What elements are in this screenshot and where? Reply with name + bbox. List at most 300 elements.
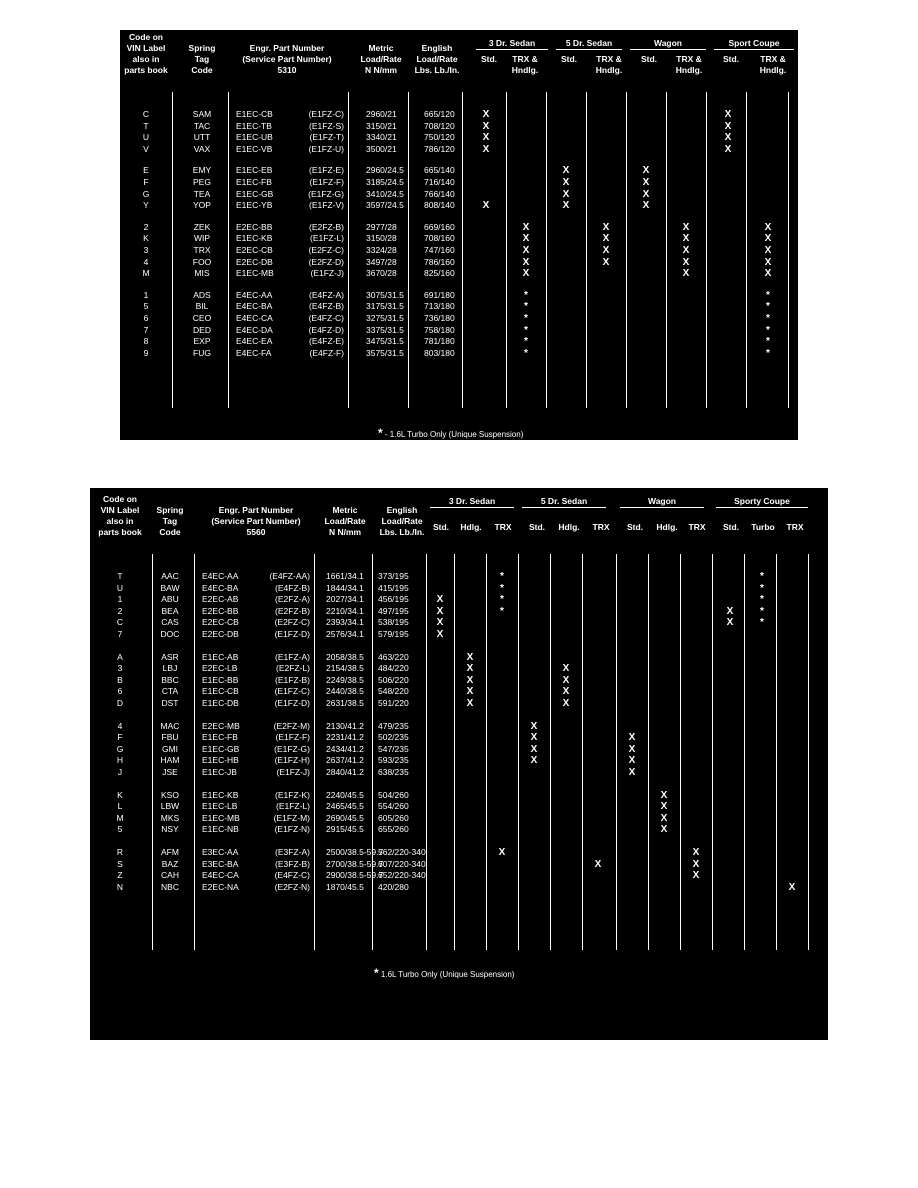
fit-mark: X [692, 870, 700, 882]
vin-code: 7 [143, 324, 149, 335]
spring-tag: MIS [194, 268, 210, 279]
english-load-rate: 554/260 [378, 801, 409, 812]
english-load-rate: 652/220-340 [378, 870, 426, 881]
engr-part-number: E1EC-KB [236, 233, 273, 244]
service-part-number: (E1FZ-V) [309, 200, 344, 211]
service-part-number: (E2FZ-L) [276, 663, 310, 674]
metric-load-rate: 3150/21 [366, 120, 397, 131]
metric-load-rate: 2434/41.2 [326, 743, 364, 754]
engr-part-number: E1EC-LB [202, 801, 238, 812]
subheader-cell: TRX [592, 522, 610, 532]
engr-part-number: E1EC-FB [202, 732, 238, 743]
metric-load-rate: 2393/34.1 [326, 617, 364, 628]
subheader-cell: Std. [722, 522, 740, 532]
metric-load-rate: 2960/24.5 [366, 165, 404, 176]
spring-tag: FBU [161, 732, 179, 743]
english-load-rate: 781/180 [424, 336, 455, 347]
vin-code: 5 [143, 301, 149, 312]
engr-part-number: E2EC-DB [202, 629, 239, 639]
english-load-rate: 665/140 [424, 165, 455, 176]
service-part-number: (E1FZ-D) [274, 698, 310, 708]
metric-load-rate: 2700/38.5-59.7 [326, 858, 384, 869]
service-part-number: (E2FZ-A) [275, 594, 310, 605]
spring-tag: NBC [161, 881, 179, 892]
turbo-mark: * [766, 347, 770, 359]
service-part-number: (E1FZ-H) [274, 755, 310, 766]
spring-tag: WIP [193, 233, 211, 244]
fit-mark: X [530, 743, 538, 755]
spring-tag: FOO [192, 256, 212, 267]
service-part-number: (E1FZ-K) [275, 789, 310, 800]
turbo-mark: * [500, 605, 504, 617]
turbo-mark: * [766, 289, 770, 301]
metric-load-rate: 2249/38.5 [326, 674, 364, 685]
engr-part-number: E4EC-DA [236, 324, 273, 335]
subheader-cell: Turbo [751, 522, 775, 532]
spring-tag: MAC [160, 720, 180, 731]
fit-mark: X [436, 629, 444, 640]
turbo-mark: * [500, 582, 504, 594]
service-part-number: (E1FZ-F) [309, 177, 344, 187]
spring-tag: JSE [162, 767, 178, 777]
group-header: Wagon [647, 496, 676, 506]
subheader-cell: TRX [688, 522, 706, 532]
engr-part-number: E2EC-NA [202, 881, 239, 892]
fit-mark: X [466, 698, 474, 709]
fit-mark: X [602, 221, 610, 233]
metric-load-rate: 1870/45.5 [326, 881, 364, 892]
engr-part-number: E1EC-MB [236, 268, 274, 279]
english-load-rate: 638/235 [378, 767, 409, 777]
metric-load-rate: 2231/41.2 [326, 732, 364, 743]
english-load-rate: 562/220-340 [378, 847, 426, 857]
turbo-mark: * [524, 301, 528, 313]
header-code-on-vin: Code on VIN Label also in parts book [98, 494, 142, 537]
english-load-rate: 716/140 [424, 177, 455, 187]
fit-mark: X [466, 674, 474, 686]
subheader-cell: TRX & Hndlg. [675, 54, 703, 75]
vin-code: L [117, 801, 123, 812]
footnote: * - 1.6L Turbo Only (Unique Suspension) [378, 426, 524, 440]
metric-load-rate: 3597/24.5 [366, 200, 404, 211]
service-part-number: (E1FZ-N) [274, 824, 310, 835]
fit-mark: X [682, 233, 690, 245]
turbo-mark: * [766, 324, 770, 336]
service-part-number: (E4FZ-B) [275, 582, 310, 593]
fit-mark: X [522, 256, 530, 268]
fit-mark: X [522, 268, 530, 280]
engr-part-number: E4EC-BA [202, 582, 239, 593]
engr-part-number: E1EC-JB [202, 767, 237, 777]
fit-mark: X [562, 686, 570, 698]
spring-tag: BAZ [161, 858, 179, 869]
fit-mark: X [682, 256, 690, 268]
spring-tag: CTA [161, 686, 179, 697]
subheader-cell: Hdlg. [558, 522, 580, 532]
header-engr-part-number: Engr. Part Number (Service Part Number) 5560 [211, 505, 301, 537]
subheader-cell: TRX & Hndlg. [511, 54, 539, 75]
service-part-number: (E2FZ-B) [275, 605, 310, 616]
metric-load-rate: 3175/31.5 [366, 301, 404, 312]
english-load-rate: 803/180 [424, 347, 455, 358]
vin-code: S [117, 858, 123, 869]
subheader-cell: Std. [722, 54, 740, 64]
group-header: Sport Coupe [728, 38, 780, 48]
header-english-load-rate: English Load/Rate Lbs. Lb./In. [414, 43, 460, 75]
vin-code: 3 [143, 245, 149, 255]
metric-load-rate: 1661/34.1 [326, 571, 364, 581]
fit-mark: X [562, 188, 570, 200]
header-engr-part-number: Engr. Part Number (Service Part Number) 5310 [242, 43, 332, 75]
metric-load-rate: 2440/38.5 [326, 686, 364, 697]
fit-mark: X [682, 245, 690, 256]
fit-mark: X [642, 188, 650, 200]
header-english-load-rate: English Load/Rate Lbs. Lb./In. [379, 505, 425, 537]
spring-tag: CAS [161, 617, 179, 628]
subheader-cell: Std. [560, 54, 578, 64]
vin-code: Z [117, 870, 123, 881]
service-part-number: (E4FZ-D) [308, 324, 344, 335]
english-load-rate: 593/235 [378, 755, 409, 766]
turbo-mark: * [760, 594, 764, 606]
fit-mark: X [530, 732, 538, 744]
vin-code: A [117, 651, 123, 662]
fit-mark: X [788, 881, 796, 893]
engr-part-number: E1EC-AB [202, 651, 239, 662]
table-row [90, 766, 828, 779]
fit-mark: X [602, 256, 610, 268]
fit-mark: X [466, 663, 474, 675]
turbo-mark: * [524, 347, 528, 359]
table-row [120, 199, 798, 212]
vin-code: 5 [117, 824, 123, 835]
vin-code: M [116, 812, 124, 823]
spring-table-5560 [90, 488, 828, 1040]
metric-load-rate: 3410/24.5 [366, 188, 404, 199]
english-load-rate: 579/195 [378, 629, 409, 639]
spring-tag: TEA [193, 188, 211, 199]
vin-code: R [116, 847, 124, 857]
fit-mark: X [466, 686, 474, 698]
footnote-text: - 1.6L Turbo Only (Unique Suspension) [384, 430, 524, 439]
group-underline [716, 507, 808, 508]
spring-tag: ABU [161, 594, 179, 605]
engr-part-number: E2EC-CB [202, 617, 239, 628]
fit-mark: X [602, 233, 610, 245]
spring-tag: AFM [161, 847, 179, 857]
subheader-cell: Std. [528, 522, 546, 532]
metric-load-rate: 3324/28 [366, 245, 397, 255]
fit-mark: X [562, 177, 570, 188]
service-part-number: (E1FZ-F) [275, 732, 310, 743]
fit-mark: X [594, 858, 602, 870]
subheader-cell: TRX [494, 522, 512, 532]
spring-tag: DED [193, 324, 211, 335]
group-underline [620, 507, 704, 508]
service-part-number: (E2FZ-M) [273, 720, 310, 731]
english-load-rate: 655/260 [378, 824, 409, 835]
engr-part-number: E1EC-UB [236, 132, 273, 143]
spring-tag: PEG [193, 177, 211, 187]
metric-load-rate: 2900/38.5-59.7 [326, 870, 384, 881]
spring-tag: EXP [193, 336, 211, 347]
metric-load-rate: 3670/28 [366, 268, 397, 279]
fit-mark: X [724, 132, 732, 144]
engr-part-number: E1EC-CB [202, 686, 239, 697]
english-load-rate: 420/280 [378, 881, 409, 892]
service-part-number: (E4FZ-A) [309, 289, 344, 300]
fit-mark: X [628, 732, 636, 744]
spring-tag: TRX [193, 245, 211, 255]
english-load-rate: 669/160 [424, 221, 455, 232]
engr-part-number: E1EC-YB [236, 200, 273, 211]
turbo-mark: * [766, 336, 770, 348]
metric-load-rate: 2637/41.2 [326, 755, 364, 766]
table-row [90, 628, 828, 641]
spring-tag: BEA [161, 605, 179, 616]
metric-load-rate: 3575/31.5 [366, 347, 404, 358]
subheader-cell: Hdlg. [460, 522, 482, 532]
engr-part-number: E1EC-DB [202, 698, 239, 708]
engr-part-number: E3EC-AA [202, 847, 239, 857]
service-part-number: (E4FZ-AA) [269, 571, 310, 581]
metric-load-rate: 3275/31.5 [366, 313, 404, 323]
fit-mark: X [726, 605, 734, 617]
service-part-number: (E1FZ-C) [274, 686, 310, 697]
header-spring-tag: Spring Tag Code [188, 43, 216, 75]
turbo-mark: * [500, 571, 504, 582]
engr-part-number: E2EC-BB [202, 605, 239, 616]
engr-part-number: E2EC-AB [202, 594, 239, 605]
spring-tag: SAM [192, 109, 212, 119]
engr-part-number: E1EC-BB [202, 674, 239, 685]
spring-tag: DST [161, 698, 179, 708]
service-part-number: (E1FZ-M) [273, 812, 310, 823]
vin-code: D [116, 698, 124, 708]
fit-mark: X [628, 767, 636, 778]
fit-mark: X [522, 221, 530, 233]
group-header: 3 Dr. Sedan [448, 496, 496, 506]
service-part-number: (E1FZ-T) [309, 132, 344, 143]
english-load-rate: 825/160 [424, 268, 455, 279]
english-load-rate: 691/180 [424, 289, 455, 300]
english-load-rate: 497/195 [378, 605, 409, 616]
english-load-rate: 766/140 [424, 188, 455, 199]
fit-mark: X [522, 233, 530, 245]
english-load-rate: 591/220 [378, 698, 409, 708]
service-part-number: (E3FZ-A) [275, 847, 310, 857]
fit-mark: X [724, 143, 732, 155]
spring-table-5310 [120, 30, 798, 440]
engr-part-number: E1EC-GB [236, 188, 274, 199]
engr-part-number: E4EC-AA [202, 571, 239, 581]
fit-mark: X [682, 268, 690, 280]
vin-code: T [143, 120, 149, 131]
service-part-number: (E1FZ-A) [275, 651, 310, 662]
group-header: 3 Dr. Sedan [488, 38, 536, 48]
fit-mark: X [682, 221, 690, 233]
metric-load-rate: 3475/31.5 [366, 336, 404, 347]
engr-part-number: E1EC-EB [236, 165, 273, 176]
engr-part-number: E2EC-CB [236, 245, 273, 255]
fit-mark: X [660, 789, 668, 801]
fit-mark: X [466, 651, 474, 663]
fit-mark: X [642, 177, 650, 188]
fit-mark: X [436, 617, 444, 629]
metric-load-rate: 2690/45.5 [326, 812, 364, 823]
vin-code: 4 [117, 720, 123, 731]
engr-part-number: E1EC-MB [202, 812, 240, 823]
service-part-number: (E4FZ-E) [309, 336, 344, 347]
english-load-rate: 506/220 [378, 674, 409, 685]
vin-code: B [117, 674, 123, 685]
metric-load-rate: 2915/45.5 [326, 824, 364, 835]
spring-tag: BAW [160, 582, 180, 593]
spring-tag: FUG [193, 347, 211, 358]
subheader-cell: Std. [480, 54, 498, 64]
metric-load-rate: 2027/34.1 [326, 594, 364, 605]
vin-code: 4 [143, 256, 149, 267]
vin-code: V [143, 143, 149, 154]
subheader-cell: Std. [626, 522, 644, 532]
english-load-rate: 463/220 [378, 651, 409, 662]
vin-code: Y [143, 200, 149, 211]
vin-code: 2 [143, 221, 149, 232]
table-row [120, 267, 798, 280]
engr-part-number: E2EC-DB [236, 256, 273, 267]
turbo-mark: * [524, 289, 528, 301]
service-part-number: (E1FZ-L) [310, 233, 344, 244]
metric-load-rate: 2154/38.5 [326, 663, 364, 674]
fit-mark: X [562, 200, 570, 212]
fit-mark: X [724, 120, 732, 132]
service-part-number: (E1FZ-E) [309, 165, 344, 176]
vin-code: T [117, 571, 123, 581]
service-part-number: (E1FZ-J) [276, 767, 310, 777]
fit-mark: X [724, 109, 732, 120]
engr-part-number: E1EC-FB [236, 177, 272, 187]
group-header: 5 Dr. Sedan [565, 38, 613, 48]
spring-tag: ZEK [193, 221, 211, 232]
group-header: Sporty Coupe [734, 496, 790, 506]
engr-part-number: E4EC-FA [236, 347, 272, 358]
service-part-number: (E2FZ-D) [308, 256, 344, 267]
fit-mark: X [660, 812, 668, 824]
service-part-number: (E1FZ-B) [275, 674, 310, 685]
fit-mark: X [482, 120, 490, 132]
fit-mark: X [530, 755, 538, 767]
metric-load-rate: 3497/28 [366, 256, 397, 267]
engr-part-number: E1EC-GB [202, 743, 240, 754]
vin-code: U [142, 132, 150, 143]
fit-mark: X [628, 743, 636, 755]
vin-code: 1 [143, 289, 149, 300]
service-part-number: (E2FZ-N) [274, 881, 310, 892]
spring-tag: CEO [192, 313, 212, 323]
english-load-rate: 786/160 [424, 256, 455, 267]
turbo-mark: * [766, 301, 770, 313]
engr-part-number: E1EC-CB [236, 109, 273, 119]
turbo-mark: * [760, 605, 764, 617]
table-row [90, 881, 828, 894]
engr-part-number: E1EC-VB [236, 143, 273, 154]
group-underline [714, 49, 794, 50]
engr-part-number: E1EC-KB [202, 789, 239, 800]
service-part-number: (E2FZ-C) [308, 245, 344, 255]
spring-tag: BIL [195, 301, 209, 312]
spring-tag: LBJ [162, 663, 178, 674]
vin-code: 9 [143, 347, 149, 358]
group-underline [630, 49, 706, 50]
english-load-rate: 502/235 [378, 732, 409, 743]
spring-tag: GMI [161, 743, 179, 754]
spring-tag: UTT [193, 132, 211, 143]
footnote: * 1.6L Turbo Only (Unique Suspension) [374, 966, 515, 980]
spring-tag: NSY [161, 824, 179, 835]
fit-mark: X [562, 165, 570, 177]
vin-code: 3 [117, 663, 123, 674]
english-load-rate: 708/120 [424, 120, 455, 131]
service-part-number: (E1FZ-G) [308, 188, 344, 199]
vin-code: N [116, 881, 124, 892]
english-load-rate: 750/120 [424, 132, 455, 143]
vin-code: G [116, 743, 124, 754]
turbo-mark: * [760, 582, 764, 594]
spring-tag: TAC [193, 120, 211, 131]
vin-code: F [117, 732, 123, 743]
fit-mark: X [628, 755, 636, 767]
metric-load-rate: 2977/28 [366, 221, 397, 232]
fit-mark: X [642, 200, 650, 212]
fit-mark: X [482, 200, 490, 212]
engr-part-number: E2EC-LB [202, 663, 238, 674]
turbo-mark: * [760, 617, 764, 629]
service-part-number: (E1FZ-S) [309, 120, 344, 131]
english-load-rate: 373/195 [378, 571, 409, 581]
footnote-text: 1.6L Turbo Only (Unique Suspension) [380, 970, 515, 979]
spring-tag: CAH [161, 870, 179, 881]
fit-mark: X [764, 256, 772, 268]
service-part-number: (E3FZ-B) [275, 858, 310, 869]
vin-code: K [117, 789, 123, 800]
group-header: Wagon [653, 38, 682, 48]
fit-mark: X [764, 268, 772, 280]
english-load-rate: 548/220 [378, 686, 409, 697]
service-part-number: (E4FZ-C) [308, 313, 344, 323]
engr-part-number: E2EC-BB [236, 221, 273, 232]
subheader-cell: TRX [786, 522, 804, 532]
group-underline [476, 49, 548, 50]
vin-code: K [143, 233, 149, 244]
fit-mark: X [660, 824, 668, 836]
group-underline [556, 49, 622, 50]
metric-load-rate: 3185/24.5 [366, 177, 404, 187]
fit-mark: X [482, 143, 490, 155]
fit-mark: X [692, 847, 700, 858]
english-load-rate: 538/195 [378, 617, 409, 628]
vin-code: G [142, 188, 150, 199]
engr-part-number: E4EC-BA [236, 301, 273, 312]
service-part-number: (E4FZ-F) [309, 347, 344, 358]
fit-mark: X [764, 245, 772, 256]
fit-mark: X [436, 605, 444, 617]
fit-mark: X [764, 233, 772, 245]
metric-load-rate: 2240/45.5 [326, 789, 364, 800]
english-load-rate: 747/160 [424, 245, 455, 255]
header-spring-tag: Spring Tag Code [156, 505, 184, 537]
metric-load-rate: 2960/21 [366, 109, 397, 119]
english-load-rate: 607/220-340 [378, 858, 426, 869]
